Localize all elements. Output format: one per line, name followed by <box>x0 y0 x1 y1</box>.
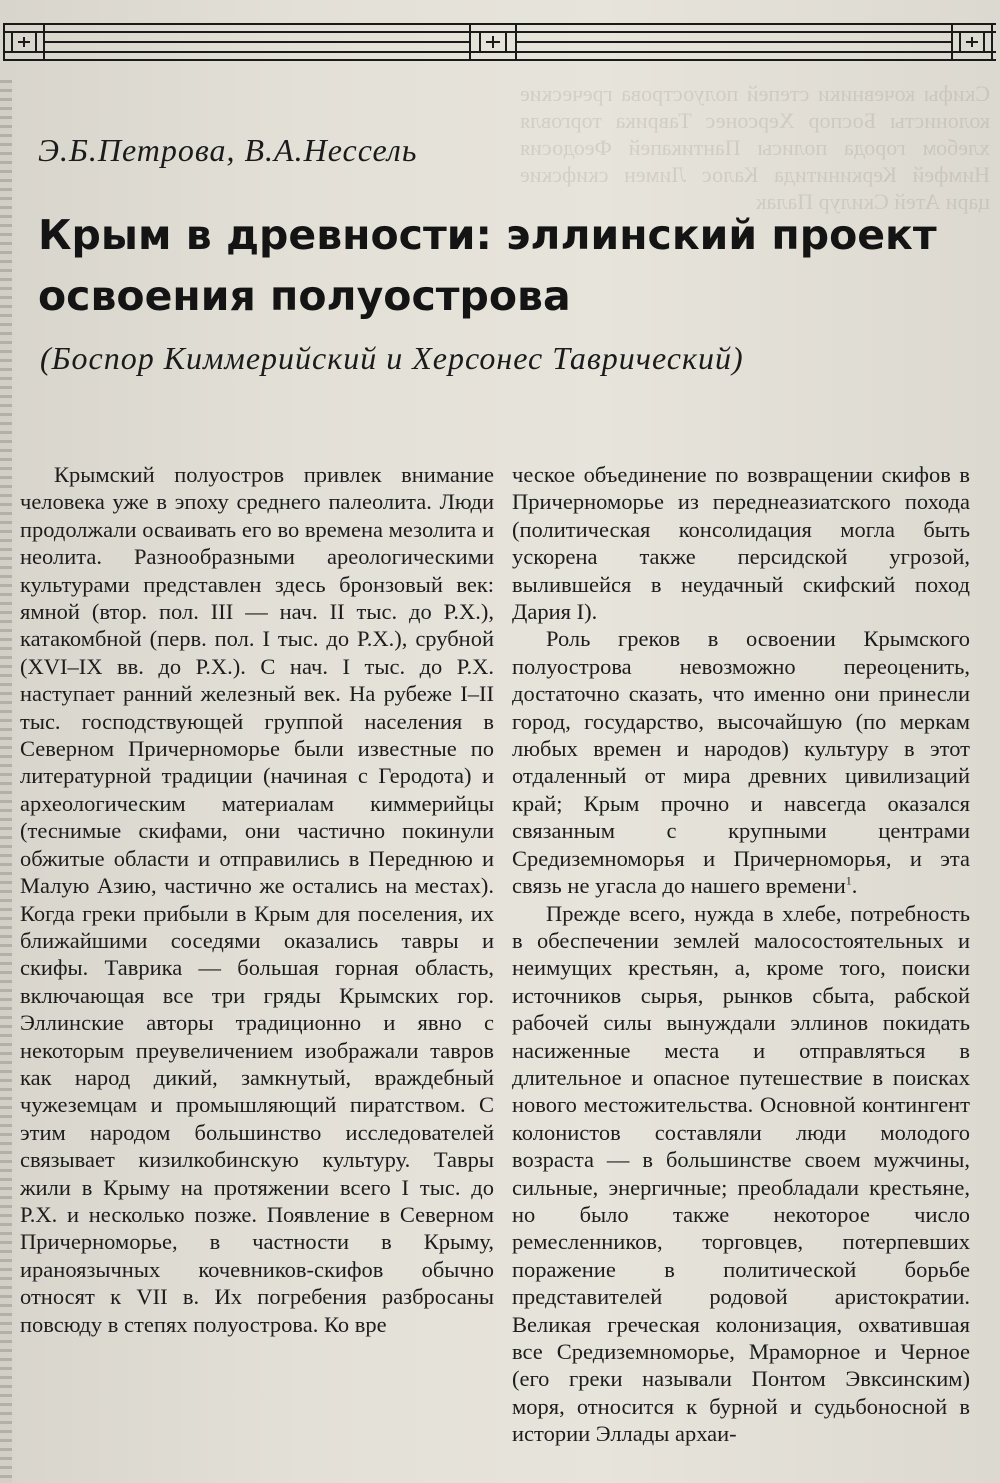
paragraph: Крымский полуостров привлек внимание человека уже в эпоху среднего палеолита. Люди продолжали осваивать его во времена мезолита и неолита. Разнообразными ареологическими культурами представлен здесь бронзовый век: ямной (втор. пол. III — нач. II тыс. до Р.Х.), катакомбной (перв. пол. I тыс. до Р.Х.), срубной (XVI–IX вв. до Р.Х.). С нач. I тыс. до Р.Х. наступает ранний железный век. На рубеже I–II тыс. господствующей группой населения в Северном Причерноморье были известные по литературной традиции (начиная с Геродота) и археологическим материалам киммерийцы (теснимые скифами, они частично покинули обжитые области и отправились в Переднюю и Малую Азию, частично же остались на местах). Когда греки прибыли в Крым для поселения, их ближайшими соседями оказались тавры и скифы. Таврика — большая горная область, включающая все три гряды Крымских гор. Эллинские авторы традиционно и явно с некоторым преувеличением изображали тавров как народ дикий, замкнутый, враждебный чужеземцам и промышляющий пиратством. С этим народом большинство исследователей связывает кизилкобинскую культуру. Тавры жили в Крыму на протяжении всего I тыс. до Р.Х. и несколько позже. Появление в Северном Причерноморье, в частности в Крыму, ираноязычных кочевников-скифов обычно относят к VII в. Их погребения разбросаны повсюду в степях полуострова. Ко вре <box>20 462 494 1337</box>
paragraph: ческое объединение по возвращении скифов в Причерноморье из переднеазиатского похода (политическая консолидация могла быть ускорена также персидской угрозой, вылившейся в неудачный скифский поход Дария I). <box>512 462 970 625</box>
text-column-right <box>512 461 970 1448</box>
paragraph <box>512 625 970 899</box>
paragraph-end: . <box>851 873 858 899</box>
footnote-reference[interactable]: 1 <box>845 873 852 888</box>
article-title <box>38 205 978 327</box>
paragraph: Прежде всего, нужда в хлебе, потребность в обеспечении землей малосостоятельных и неимущих крестьян, а, кроме того, поиски источников сырья, рынков сбыта, рабской рабочей силы вынуждали эллинов покидать насиженные места и отправляться в длительное и опасное путешествие в поисках нового местожительства. Основной контингент колонистов составляли люди молодого возраста — в большинстве своем мужчины, сильные, энергичные; преобладали крестьяне, но было также некоторое число ремесленников, торговцев, потерпевших поражение в политической борьбе представителей родовой аристократии. Великая греческая колонизация, охватившая все Средиземноморье, Мраморное и Черное (его греки называли Понтом Эвксинским) моря, относится к бурной и судьбоносной в истории Эллады архаи- <box>512 900 970 1447</box>
article-authors: Э.Б.Петрова, В.А.Нессель <box>38 132 418 168</box>
article-subtitle: (Боспор Киммерийский и Херсонес Таврический) <box>40 340 744 376</box>
bleed-through-text: Скифы кочевники степей полуострова греческие колонисты Боспор Херсонес Таврика торговля хлебом города полисы Пантикапей Феодосия Нимфей Керкинитида Калос Лимен скифские цари Атей Скилур Палак <box>520 81 990 214</box>
greek-key-border-ornament <box>0 18 1000 66</box>
page-edge <box>0 80 12 1483</box>
paragraph-text: Роль греков в освоении Крымского полуострова невозможно переоценить, достаточно сказать, что именно они принесли город, государство, высочайшую (по меркам любых времен и народов) культуру в этот отдаленный от мира древних цивилизаций край; Крым прочно и навсегда оказался связанным с крупными центрами Средиземноморья и Причерноморья, и эта связь не угасла до нашего времени <box>512 626 970 899</box>
title-line-2: освоения полуострова <box>38 272 571 320</box>
title-line-1: Крым в древности: эллинский проект <box>38 211 937 259</box>
text-column-left <box>20 461 494 1338</box>
